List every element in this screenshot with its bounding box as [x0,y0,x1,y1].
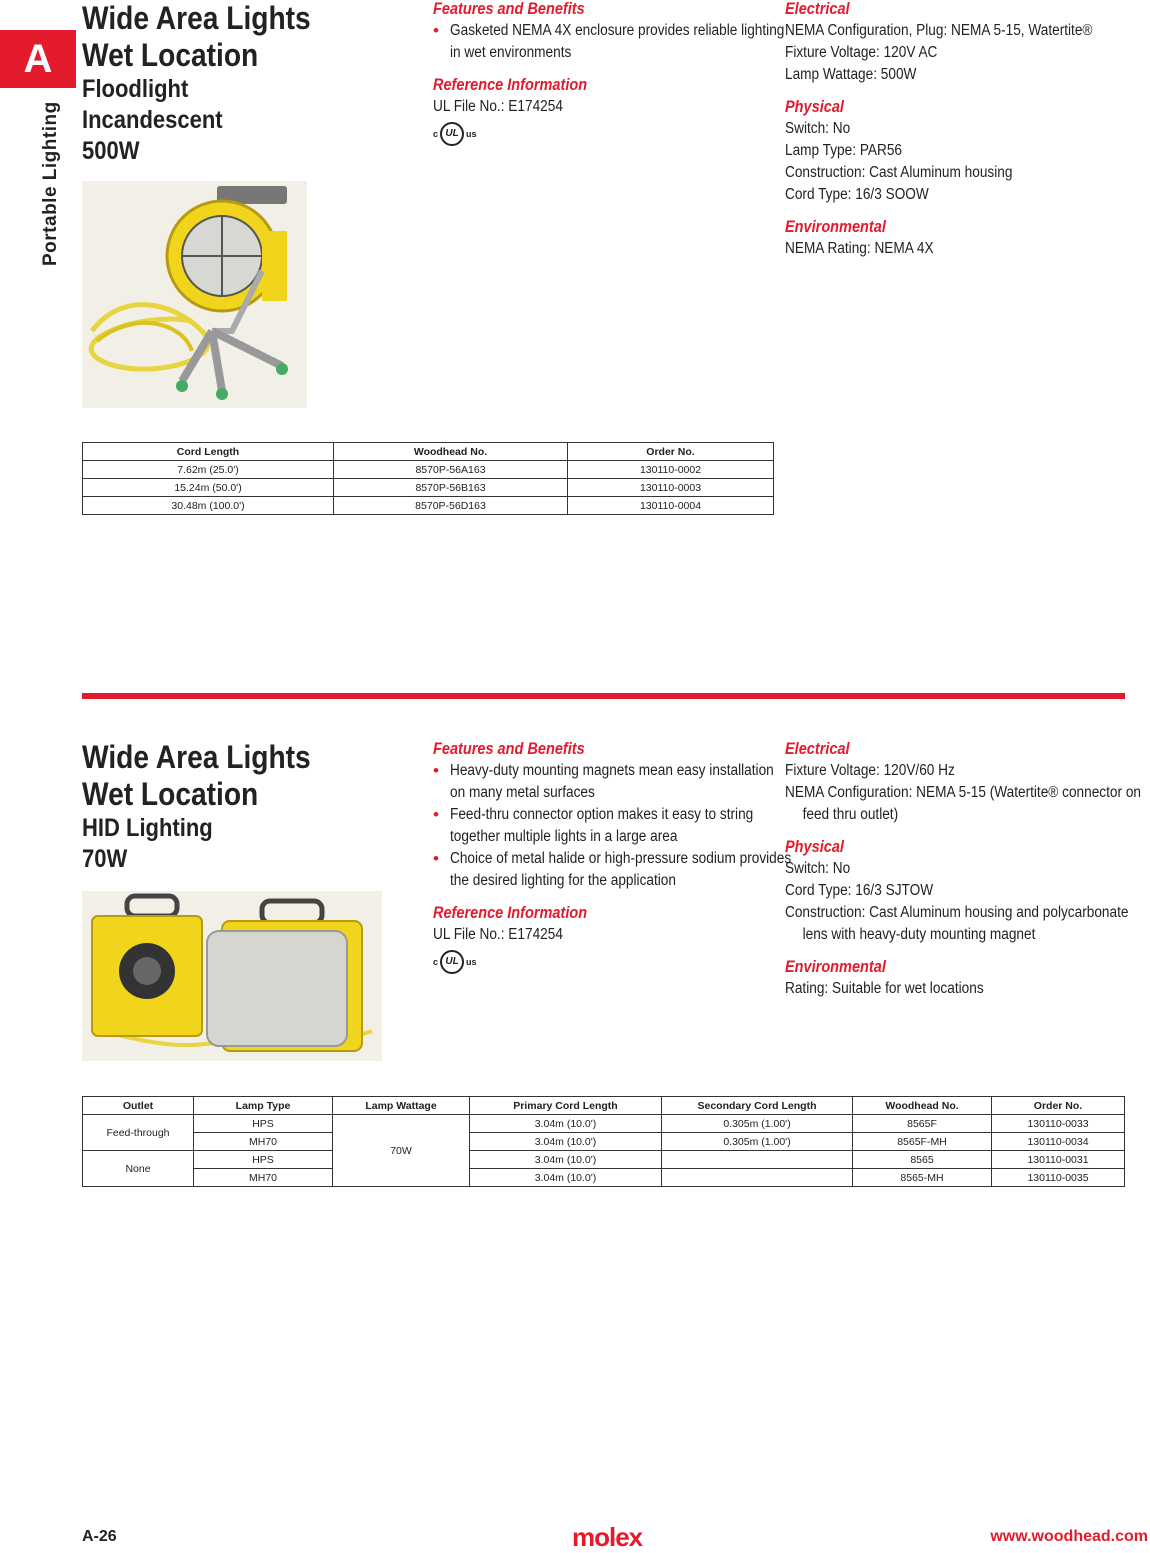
ul-circle: UL [440,950,464,974]
table-cell: Feed-through [83,1115,194,1151]
feature-text: together multiple lights in a large area [450,828,678,845]
table-cell: 8565 [853,1151,992,1169]
table-row [83,1169,1125,1187]
feature-text: on many metal surfaces [450,784,595,801]
floodlight-photo [82,181,307,408]
table-cell: 8565F [853,1115,992,1133]
spec-line: Fixture Voltage: 120V AC [785,44,938,61]
subtitle-line: HID Lighting [82,814,213,842]
table-cell: HPS [194,1151,333,1169]
table-row [83,497,774,515]
spec-line: feed thru outlet) [802,806,899,823]
title-line: Wide Area Lights [82,739,311,775]
electrical-header: Electrical [785,0,850,18]
table-row [83,1151,1125,1169]
ul-c-mark: c [433,957,439,967]
table-cell: 130110-0004 [568,497,774,515]
table-cell: 3.04m (10.0') [470,1115,662,1133]
environmental-header: Environmental [785,218,886,236]
reference-header: Reference Information [433,76,588,94]
column-header: Lamp Wattage [333,1097,470,1115]
spec-line: lens with heavy-duty mounting magnet [802,926,1036,943]
column-header: Woodhead No. [853,1097,992,1115]
section-letter: A [23,36,53,81]
table-cell: 3.04m (10.0') [470,1133,662,1151]
column-header: Woodhead No. [334,443,568,461]
table-header-row [83,443,774,461]
table-cell: 8565-MH [853,1169,992,1187]
table-cell: 130110-0031 [992,1151,1125,1169]
molex-logo: molex [572,1522,643,1552]
table-row [83,1133,1125,1151]
spec-line: NEMA Configuration: NEMA 5-15 (Watertite® connector on [785,784,1142,801]
table-cell: None [83,1151,194,1187]
ul-us-mark: us [466,129,477,139]
column-header: Cord Length [83,443,334,461]
title-line: Wet Location [82,37,259,73]
order-table-1 [82,442,774,515]
column-header: Order No. [992,1097,1125,1115]
table-header-row [83,1097,1125,1115]
table-cell: 30.48m (100.0') [83,497,334,515]
feature-text: • Heavy-duty mounting magnets mean easy installation [450,762,774,779]
table-cell: 3.04m (10.0') [470,1169,662,1187]
table-cell: 130110-0033 [992,1115,1125,1133]
subtitle-line: Incandescent [82,106,223,134]
section-divider [82,693,1125,699]
column-header: Primary Cord Length [470,1097,662,1115]
physical-header: Physical [785,98,844,116]
spec-line: Lamp Wattage: 500W [785,66,917,83]
feature-item [433,804,778,848]
spec-line: Switch: No [785,860,851,877]
specs-column-1 [785,0,1130,260]
table-cell: 8570P-56D163 [334,497,568,515]
table-cell: 70W [333,1115,470,1187]
spec-line: Cord Type: 16/3 SJTOW [785,882,934,899]
table-row [83,479,774,497]
feature-text: • Gasketed NEMA 4X enclosure provides reliable lighting [450,22,785,39]
table-cell: MH70 [194,1169,333,1187]
order-table-2 [82,1096,1125,1187]
table-cell: HPS [194,1115,333,1133]
electrical-header: Electrical [785,740,850,758]
product-title-2 [82,739,342,875]
features-header: Features and Benefits [433,0,585,18]
table-cell: 3.04m (10.0') [470,1151,662,1169]
table-cell [662,1151,853,1169]
subtitle-line: 500W [82,137,140,165]
environmental-header: Environmental [785,958,886,976]
table-cell: 0.305m (1.00') [662,1115,853,1133]
spec-line: Construction: Cast Aluminum housing and polycarbonate [785,904,1129,921]
title-line: Wet Location [82,776,259,812]
ul-file-number: UL File No.: E174254 [433,98,563,115]
table-cell: 7.62m (25.0') [83,461,334,479]
section-label: Portable Lighting [40,101,61,266]
physical-header: Physical [785,838,844,856]
table-cell: 8570P-56A163 [334,461,568,479]
column-header: Order No. [568,443,774,461]
ul-file-number: UL File No.: E174254 [433,926,563,943]
spec-line: Switch: No [785,120,851,137]
spec-line: Rating: Suitable for wet locations [785,980,984,997]
spec-line: Fixture Voltage: 120V/60 Hz [785,762,955,779]
hid-light-photo [82,891,382,1061]
table-cell: 130110-0035 [992,1169,1125,1187]
spec-line: NEMA Configuration, Plug: NEMA 5-15, Watertite® [785,22,1093,39]
table-cell: 130110-0034 [992,1133,1125,1151]
ul-circle: UL [440,122,464,146]
reference-header: Reference Information [433,904,588,922]
table-cell: 130110-0002 [568,461,774,479]
title-line: Wide Area Lights [82,0,311,36]
feature-text: in wet environments [450,44,572,61]
page-number: A-26 [82,1528,117,1545]
feature-item [433,848,792,892]
ul-us-mark: us [466,957,477,967]
spec-line: NEMA Rating: NEMA 4X [785,240,934,257]
ul-listed-logo [433,122,773,146]
ul-listed-logo [433,950,778,974]
spec-line: Construction: Cast Aluminum housing [785,164,1013,181]
feature-item [433,20,785,64]
subtitle-line: Floodlight [82,75,189,103]
features-header: Features and Benefits [433,740,585,758]
table-cell: 15.24m (50.0') [83,479,334,497]
table-row [83,1115,1125,1133]
website-link[interactable]: www.woodhead.com [990,1528,1148,1545]
spec-line: Cord Type: 16/3 SOOW [785,186,929,203]
section-tab [0,30,76,88]
column-header: Lamp Type [194,1097,333,1115]
features-column-1 [433,0,785,146]
subtitle-line: 70W [82,845,128,873]
feature-item [433,760,778,804]
product-title-1 [82,0,342,167]
features-column-2 [433,738,792,974]
feature-text: • Choice of metal halide or high-pressure sodium provides [450,850,792,867]
column-header: Secondary Cord Length [662,1097,853,1115]
table-cell: 8570P-56B163 [334,479,568,497]
feature-text: • Feed-thru connector option makes it easy to string [450,806,754,823]
spec-line: Lamp Type: PAR56 [785,142,903,159]
column-header: Outlet [83,1097,194,1115]
table-cell [662,1169,853,1187]
table-row [83,461,774,479]
table-cell: 0.305m (1.00') [662,1133,853,1151]
feature-text: the desired lighting for the application [450,872,676,889]
table-cell: 8565F-MH [853,1133,992,1151]
specs-column-2 [785,738,1142,1000]
table-cell: 130110-0003 [568,479,774,497]
ul-c-mark: c [433,129,439,139]
table-cell: MH70 [194,1133,333,1151]
